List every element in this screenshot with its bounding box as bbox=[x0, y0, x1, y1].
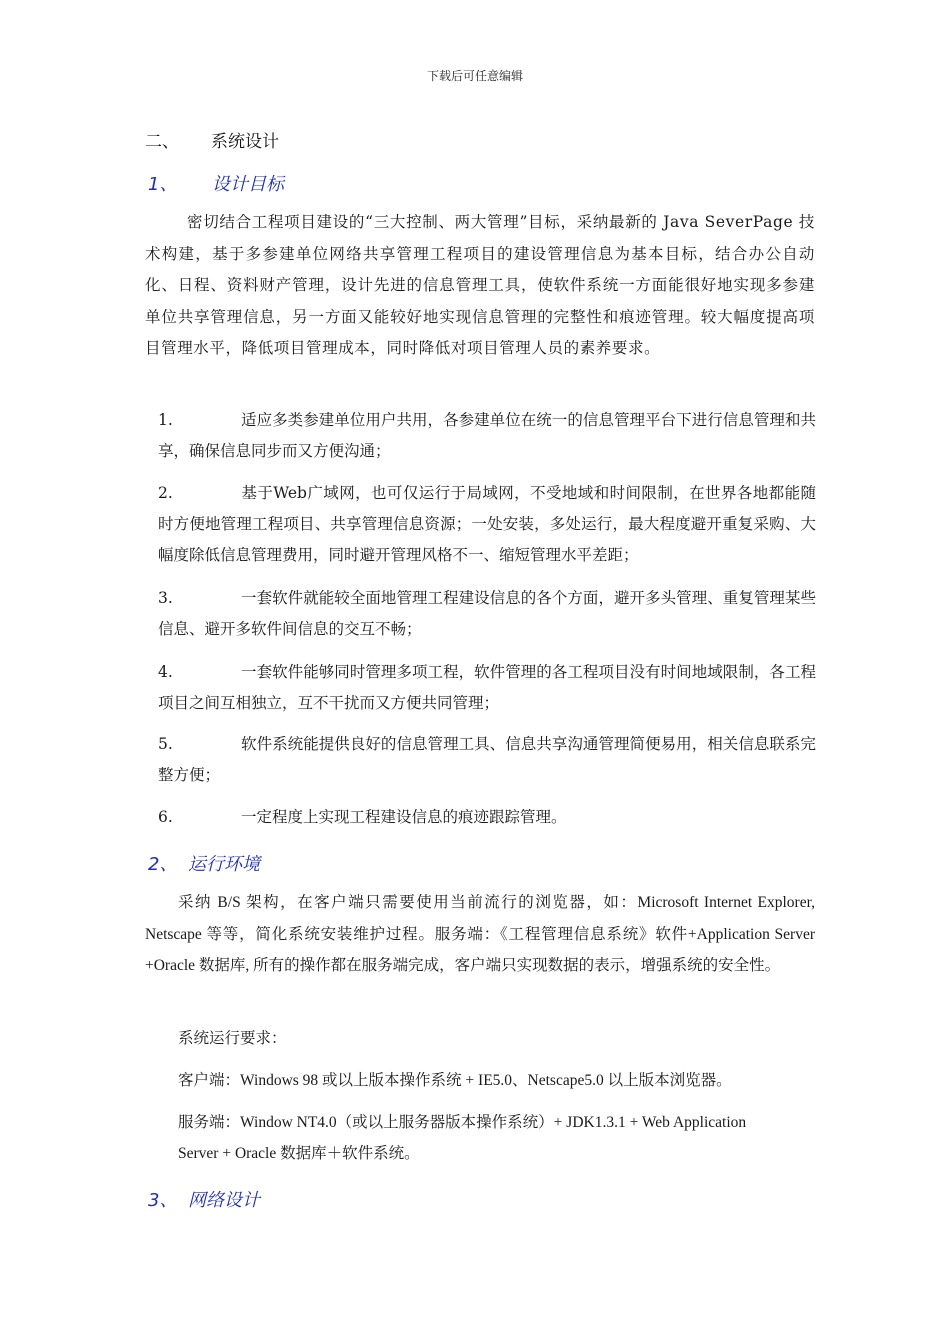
subsection-heading-3 bbox=[148, 1186, 260, 1212]
server-requirements-line-2: Server + Oracle 数据库＋软件系统。 bbox=[178, 1145, 420, 1162]
goal-item-2 bbox=[158, 478, 816, 571]
subsection-number: 2、 bbox=[148, 854, 178, 875]
goal-number: 1. bbox=[158, 411, 173, 429]
page-header: 下载后可任意编辑 bbox=[426, 69, 523, 83]
section-heading bbox=[145, 127, 279, 152]
goal-item-5 bbox=[158, 729, 816, 791]
goal-text: 基于Web广域网，也可仅运行于局域网，不受地域和时间限制，在世界各地都能随时方便地管理工程项目、共享管理信息资源；一处安装，多处运行，最大程度避开重复采购、大幅度除低信息管理费用，同时避开管理风格不一、缩短管理水平差距； bbox=[158, 484, 816, 564]
goal-text: 软件系统能提供良好的信息管理工具、信息共享沟通管理简便易用，相关信息联系完整方便； bbox=[158, 735, 816, 784]
goal-text: 适应多类参建单位用户共用，各参建单位在统一的信息管理平台下进行信息管理和共享，确保信息同步而又方便沟通； bbox=[158, 411, 816, 460]
subsection-title: 运行环境 bbox=[188, 854, 260, 875]
section-title: 系统设计 bbox=[211, 132, 279, 152]
client-requirements: 客户端：Windows 98 或以上版本操作系统 + IE5.0、Netscape5.0 以上版本浏览器。 bbox=[178, 1072, 732, 1089]
intro-text: 密切结合工程项目建设的“三大控制、两大管理”目标，采纳最新的 Java SeverPage 技术构建，基于多参建单位网络共享管理工程项目的建设管理信息为基本目标，结合办公自动化、日程、资料财产管理，设计先进的信息管理工具，使软件系统一方面能很好地实现多参建单位共享管理信息，另一方面又能较好地实现信息管理的完整性和痕迹管理。较大幅度提高项目管理水平，降低项目管理成本，同时降低对项目管理人员的素养要求。 bbox=[145, 213, 815, 357]
section-number: 二、 bbox=[145, 132, 179, 152]
goal-text: 一套软件能够同时管理多项工程，软件管理的各工程项目没有时间地域限制，各工程项目之间互相独立，互不干扰而又方便共同管理； bbox=[158, 663, 816, 712]
environment-paragraph bbox=[145, 887, 815, 982]
environment-text: 采纳 B/S 架构，在客户端只需要使用当前流行的浏览器，如：Microsoft Internet Explorer, Netscape 等等，简化系统安装维护过程。服务端：《工程管理信息系统》软件+Application Server +Oracle 数据库, 所有的操作都在服务端完成，客户端只实现数据的表示，增强系统的安全性。 bbox=[145, 894, 815, 974]
goal-item-4 bbox=[158, 657, 816, 719]
goal-number: 3. bbox=[158, 589, 173, 607]
goal-item-6 bbox=[158, 802, 816, 833]
requirements-title: 系统运行要求： bbox=[178, 1030, 287, 1047]
subsection-number: 3、 bbox=[148, 1190, 178, 1211]
goal-number: 4. bbox=[158, 663, 173, 681]
goal-number: 2. bbox=[158, 484, 173, 502]
goal-item-3 bbox=[158, 583, 816, 645]
subsection-title: 网络设计 bbox=[188, 1190, 260, 1211]
goal-item-1 bbox=[158, 405, 816, 467]
subsection-heading-1 bbox=[148, 170, 284, 196]
subsection-heading-2 bbox=[148, 850, 260, 876]
goal-text: 一定程度上实现工程建设信息的痕迹跟踪管理。 bbox=[241, 808, 567, 826]
intro-paragraph bbox=[145, 207, 815, 365]
goal-number: 5. bbox=[158, 735, 173, 753]
subsection-title: 设计目标 bbox=[212, 174, 284, 195]
goal-text: 一套软件就能较全面地管理工程建设信息的各个方面，避开多头管理、重复管理某些信息、避开多软件间信息的交互不畅； bbox=[158, 589, 816, 638]
goal-number: 6. bbox=[158, 808, 173, 826]
subsection-number: 1、 bbox=[148, 174, 178, 195]
server-requirements-line-1: 服务端：Window NT4.0（或以上服务器版本操作系统）+ JDK1.3.1 + Web Application bbox=[178, 1114, 747, 1131]
